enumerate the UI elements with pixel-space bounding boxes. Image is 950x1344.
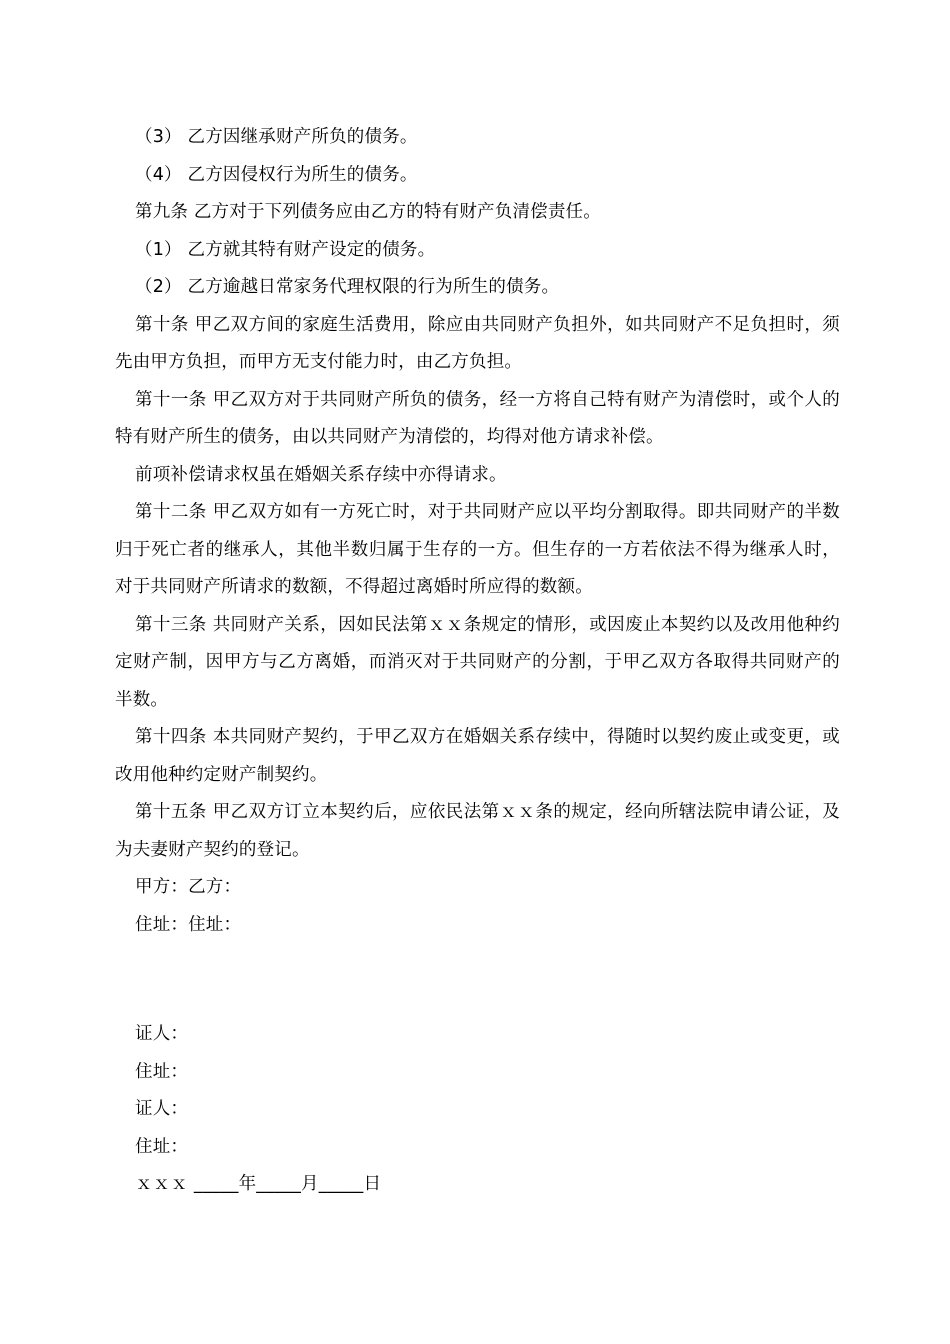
clause-paragraph: （4） 乙方因侵权行为所生的债务。 xyxy=(135,164,418,185)
witness-line: 证人： xyxy=(135,1024,189,1044)
clause-paragraph: 第十一条 甲乙双方对于共同财产所负的债务，经一方将自己特有财产为清偿时，或个人的特有财产所生的债务，由以共同财产为清偿的，均得对他方请求补偿。 xyxy=(115,389,840,447)
clause-paragraph: （2） 乙方逾越日常家务代理权限的行为所生的债务。 xyxy=(135,277,560,297)
clause-paragraph: 第十二条 甲乙双方如有一方死亡时，对于共同财产应以平均分割取得。即共同财产的半数归于死亡者的继承人，其他半数归属于生存的一方。但生存的一方若依法不得为继承人时，对于共同财产所请求的数额，不得超过离婚时所应得的数额。 xyxy=(115,502,840,597)
clause-paragraph: 第十四条 本共同财产契约，于甲乙双方在婚姻关系存续中，得随时以契约废止或变更，或改用他种约定财产制契约。 xyxy=(115,727,840,785)
clause-paragraph: 第十条 甲乙双方间的家庭生活费用，除应由共同财产负担外，如共同财产不足负担时，须先由甲方负担，而甲方无支付能力时，由乙方负担。 xyxy=(115,314,840,372)
signature-gap xyxy=(115,944,840,1016)
clause-paragraph: （3） 乙方因继承财产所负的债务。 xyxy=(135,127,418,147)
date-line: ｘｘｘ _____年_____月_____日 xyxy=(135,1174,382,1194)
clause-paragraph: 第九条 乙方对于下列债务应由乙方的特有财产负清偿责任。 xyxy=(135,202,601,222)
party-addresses-line: 住址：住址： xyxy=(135,914,242,935)
party-names-line: 甲方：乙方： xyxy=(135,877,242,897)
clause-paragraph: 第十五条 甲乙双方订立本契约后，应依民法第ｘｘ条的规定，经向所辖法院申请公证，及为夫妻财产契约的登记。 xyxy=(115,802,840,860)
contract-body xyxy=(115,119,840,1204)
clause-paragraph: 第十三条 共同财产关系，因如民法第ｘｘ条规定的情形，或因废止本契约以及改用他种约定财产制，因甲方与乙方离婚，而消灭对于共同财产的分割，于甲乙双方各取得共同财产的半数。 xyxy=(115,614,840,710)
clause-paragraph: （1） 乙方就其特有财产设定的债务。 xyxy=(135,239,436,260)
witness-address-line: 住址： xyxy=(135,1061,189,1082)
witness-address-line: 住址： xyxy=(135,1136,189,1157)
witness-line: 证人： xyxy=(135,1099,189,1119)
clause-paragraph: 前项补偿请求权虽在婚姻关系存续中亦得请求。 xyxy=(135,464,507,485)
